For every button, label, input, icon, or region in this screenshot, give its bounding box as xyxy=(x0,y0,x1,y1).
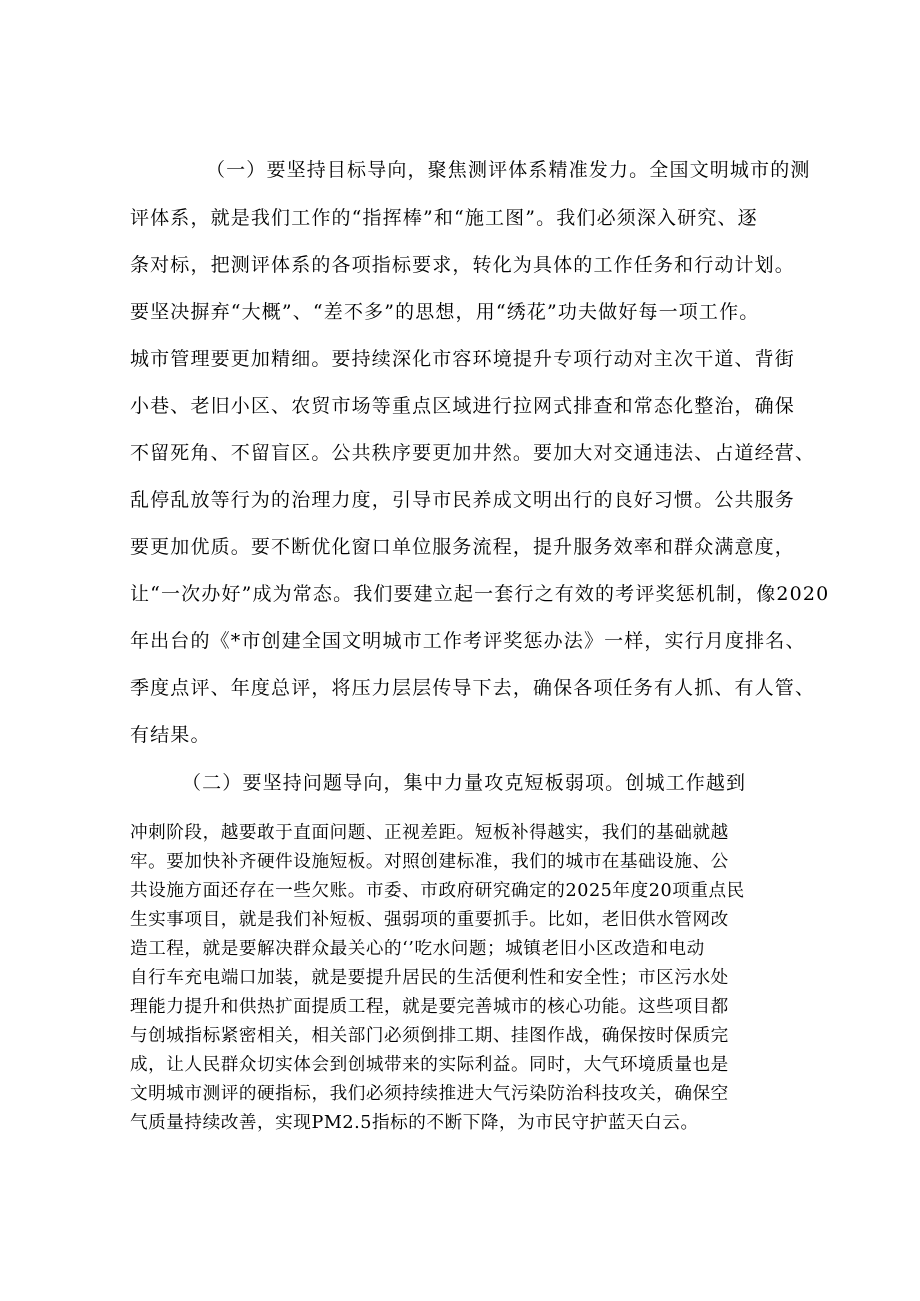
section-two-line: 牢。要加快补齐硬件设施短板。对照创建标准，我们的城市在基础设施、公 xyxy=(130,852,729,872)
section-two-line: 文明城市测评的硬指标，我们必须持续推进大气污染防治科技攻关，确保空 xyxy=(130,1084,729,1104)
section-two-line: 生实事项目，就是我们补短板、强弱项的重要抓手。比如，老旧供水管网改 xyxy=(130,910,729,930)
section-one-line: 年出台的《*市创建全国文明城市工作考评奖惩办法》一样，实行月度排名、 xyxy=(130,630,806,652)
section-one-line: 条对标，把测评体系的各项指标要求，转化为具体的工作任务和行动计划。 xyxy=(130,254,795,276)
section-two-line: 共设施方面还存在一些欠账。市委、市政府研究确定的2025年度20项重点民 xyxy=(130,881,745,901)
section-one-line: （一）要坚持目标导向，聚焦测评体系精准发力。全国文明城市的测 xyxy=(206,159,811,181)
section-one-line: 有结果。 xyxy=(130,724,211,746)
section-one-line: 不留死角、不留盲区。公共秩序要更加井然。要加大对交通违法、占道经营、 xyxy=(130,442,816,464)
section-one-line: 要更加优质。要不断优化窗口单位服务流程，提升服务效率和群众满意度， xyxy=(130,536,795,558)
section-two-line: 造工程，就是要解决群众最关心的‘’吃水问题；城镇老旧小区改造和电动 xyxy=(130,939,705,959)
section-two-line: 成，让人民群众切实体会到创城带来的实际利益。同时，大气环境质量也是 xyxy=(130,1055,729,1075)
section-two-line: 冲刺阶段，越要敢于直面问题、正视差距。短板补得越实，我们的基础就越 xyxy=(130,823,729,843)
section-one-line: 让“一次办好”成为常态。我们要建立起一套行之有效的考评奖惩机制，像2020 xyxy=(130,583,830,605)
section-two-line: 与创城指标紧密相关，相关部门必须倒排工期、挂图作战，确保按时保质完 xyxy=(130,1026,729,1046)
section-one-line: 评体系，就是我们工作的“指挥棒”和“施工图”。我们必须深入研究、逐 xyxy=(130,207,758,229)
section-one-line: 城市管理要更加精细。要持续深化市容环境提升专项行动对主次干道、背街 xyxy=(130,348,795,370)
section-one-line: 要坚决摒弃“大概”、“差不多”的思想，用“绣花”功夫做好每一项工作。 xyxy=(130,301,760,323)
section-one-line: 季度点评、年度总评，将压力层层传导下去，确保各项任务有人抓、有人管、 xyxy=(130,677,816,699)
section-one-line: 乱停乱放等行为的治理力度，引导市民养成文明出行的良好习惯。公共服务 xyxy=(130,489,795,511)
section-one-line: 小巷、老旧小区、农贸市场等重点区域进行拉网式排查和常态化整治，确保 xyxy=(130,395,795,417)
section-two-heading: （二）要坚持问题导向，集中力量攻克短板弱项。创城工作越到 xyxy=(182,772,747,794)
section-two-line: 自行车充电端口加装，就是要提升居民的生活便利性和安全性；市区污水处 xyxy=(130,968,729,988)
section-two-line: 气质量持续改善，实现PM2.5指标的不断下降，为市民守护蓝天白云。 xyxy=(130,1113,699,1133)
section-two-line: 理能力提升和供热扩面提质工程，就是要完善城市的核心功能。这些项目都 xyxy=(130,997,729,1017)
